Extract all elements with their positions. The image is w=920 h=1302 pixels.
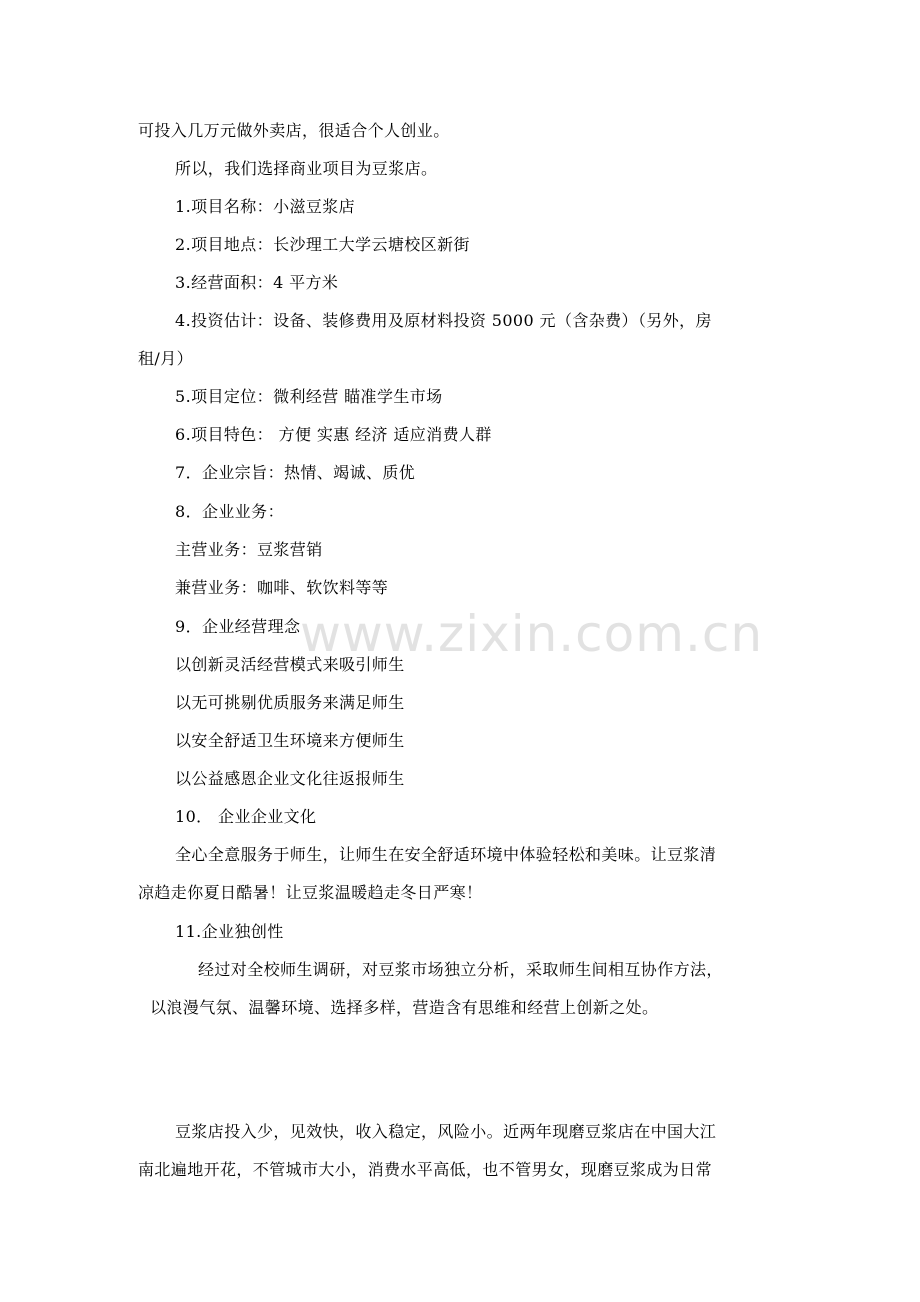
philosophy-line: 以创新灵活经营模式来吸引师生 (175, 655, 405, 674)
side-business: 兼营业务：咖啡、软饮料等等 (175, 578, 389, 597)
list-item-investment: 4.投资估计：设备、装修费用及原材料投资 5000 元（含杂费）（另外，房 (175, 311, 712, 330)
paragraph-line: 可投入几万元做外卖店，很适合个人创业。 (138, 121, 450, 140)
paragraph-line: 所以，我们选择商业项目为豆浆店。 (175, 159, 438, 178)
list-item-purpose: 7．企业宗旨：热情、竭诚、质优 (175, 463, 416, 482)
originality-line-cont: 以浪漫气氛、温馨环境、选择多样，营造含有思维和经营上创新之处。 (150, 998, 659, 1017)
list-item-originality: 11.企业独创性 (175, 922, 284, 941)
philosophy-line: 以公益感恩企业文化往返报师生 (175, 769, 405, 788)
list-item-philosophy: 9．企业经营理念 (175, 617, 301, 636)
list-item-investment-cont: 租/月） (138, 349, 193, 368)
philosophy-line: 以安全舒适卫生环境来方便师生 (175, 731, 405, 750)
list-item-project-location: 2.项目地点：长沙理工大学云塘校区新街 (175, 235, 470, 254)
paragraph-line-cont: 南北遍地开花，不管城市大小，消费水平高低，也不管男女，现磨豆浆成为日常 (138, 1160, 713, 1179)
list-item-area: 3.经营面积：4 平方米 (175, 273, 339, 292)
list-item-project-name: 1.项目名称：小滋豆浆店 (175, 197, 356, 216)
watermark: www.zixin.com.cn (300, 605, 764, 663)
originality-line: 经过对全校师生调研，对豆浆市场独立分析，采取师生间相互协作方法， (198, 960, 723, 979)
main-business: 主营业务：豆浆营销 (175, 540, 323, 559)
list-item-culture: 10． 企业企业文化 (175, 807, 317, 826)
culture-line-cont: 凉趋走你夏日酷暑！让豆浆温暖趋走冬日严寒！ (138, 883, 483, 902)
list-item-business: 8．企业业务： (175, 502, 284, 521)
list-item-positioning: 5.项目定位：微利经营 瞄准学生市场 (175, 387, 443, 406)
paragraph-line: 豆浆店投入少，见效快，收入稳定，风险小。近两年现磨豆浆店在中国大江 (175, 1122, 717, 1141)
list-item-features: 6.项目特色： 方便 实惠 经济 适应消费人群 (175, 425, 492, 444)
philosophy-line: 以无可挑剔优质服务来满足师生 (175, 693, 405, 712)
culture-line: 全心全意服务于师生，让师生在安全舒适环境中体验轻松和美味。让豆浆清 (175, 845, 717, 864)
